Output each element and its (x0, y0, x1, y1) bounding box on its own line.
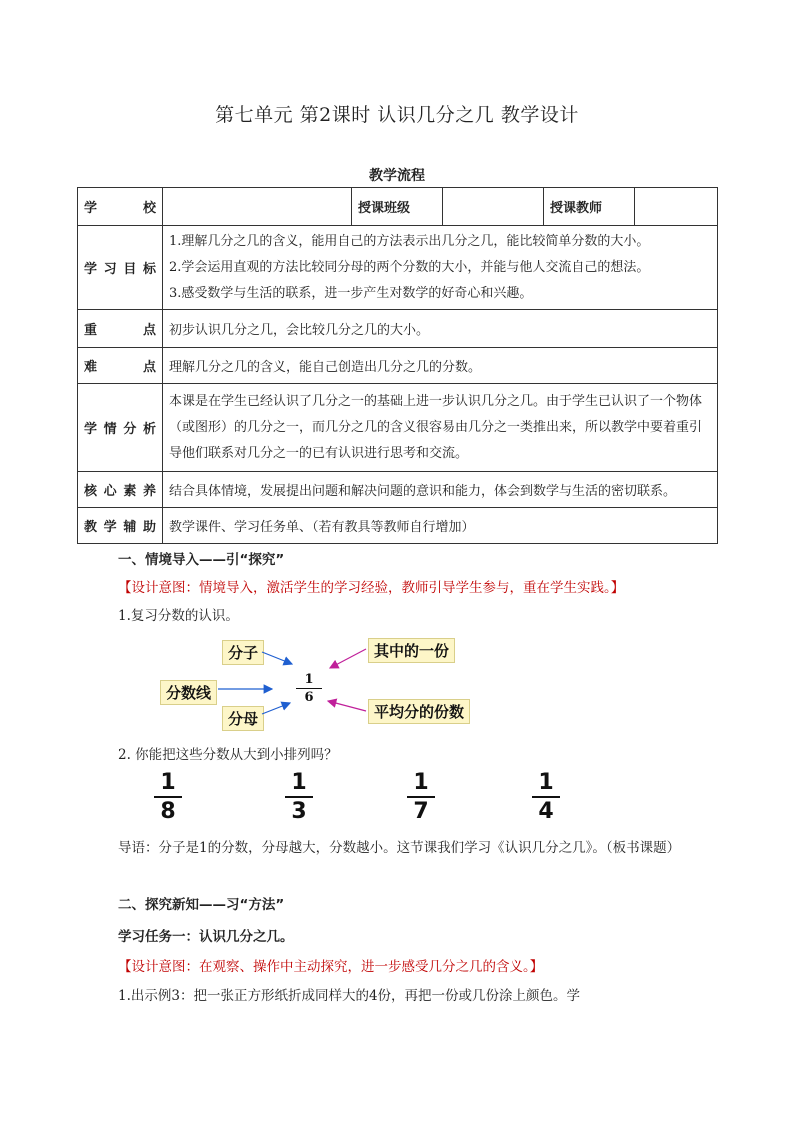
fraction-bar (285, 796, 313, 798)
fraction-bar (407, 796, 435, 798)
analysis-label: 学情分析 (78, 384, 163, 472)
school-label: 学 校 (78, 188, 163, 226)
section2-heading: 二、探究新知——习“方法” (118, 897, 285, 913)
fraction-denominator: 7 (413, 799, 429, 824)
goal-item: 2.学会运用直观的方法比较同分母的两个分数的大小，并能与他人交流自己的想法。 (169, 259, 650, 275)
fraction-item (407, 770, 435, 824)
literacy-label: 核心素养 (78, 472, 163, 508)
example-step: 1.出示例3：把一张正方形纸折成同样大的4份，再把一份或几份涂上颜色。学 (118, 988, 581, 1004)
class-label: 授课班级 (352, 188, 443, 226)
flow-title: 教学流程 (369, 168, 425, 184)
fraction-bar (532, 796, 560, 798)
sample-denominator: 6 (304, 690, 314, 705)
section2-intent: 【设计意图：在观察、操作中主动探究，进一步感受几分之几的含义。】 (118, 959, 544, 975)
page-title: 第七单元 第2课时 认识几分之几 教学设计 (215, 104, 579, 126)
fraction-bar (154, 796, 182, 798)
goal-item: 1.理解几分之几的含义，能用自己的方法表示出几分之几，能比较简单分数的大小。 (169, 233, 650, 249)
denominator-tag: 分母 (222, 706, 264, 731)
goals-label: 学习目标 (78, 226, 163, 310)
section1-heading: 一、情境导入——引“探究” (118, 552, 285, 568)
fraction-numerator: 1 (291, 770, 307, 795)
fraction-item (285, 770, 313, 824)
numerator-arrow (262, 652, 292, 664)
difficult-label: 难 点 (78, 348, 163, 384)
fraction-denominator: 4 (538, 799, 554, 824)
literacy-value: 结合具体情境，发展提出问题和解决问题的意识和能力，体会到数学与生活的密切联系。 (163, 472, 718, 508)
teacher-label: 授课教师 (544, 188, 635, 226)
one-part-tag: 其中的一份 (368, 638, 455, 663)
fraction-item (532, 770, 560, 824)
one-part-arrow (330, 649, 366, 668)
fraction-item (154, 770, 182, 824)
key-value: 初步认识几分之几，会比较几分之几的大小。 (163, 310, 718, 348)
goal-item: 3.感受数学与生活的联系，进一步产生对数学的好奇心和兴趣。 (169, 285, 533, 301)
guide-text: 导语：分子是1的分数，分母越大，分数越小。这节课我们学习《认识几分之几》。（板书课题） (118, 840, 681, 856)
equal-parts-arrow (328, 701, 366, 711)
fraction-numerator: 1 (160, 770, 176, 795)
equal-parts-tag: 平均分的份数 (368, 699, 470, 724)
aids-label: 教学辅助 (78, 508, 163, 544)
aids-value: 教学课件、学习任务单、（若有教具等教师自行增加） (163, 508, 718, 544)
numerator-tag: 分子 (222, 640, 264, 665)
sample-numerator: 1 (304, 672, 314, 687)
fraction-denominator: 3 (291, 799, 307, 824)
difficult-value: 理解几分之几的含义，能自己创造出几分之几的分数。 (163, 348, 718, 384)
task1-heading: 学习任务一：认识几分之几。 (118, 929, 294, 945)
denominator-arrow (262, 703, 290, 714)
ordering-question: 2. 你能把这些分数从大到小排列吗？ (118, 747, 338, 763)
key-label: 重 点 (78, 310, 163, 348)
fraction-numerator: 1 (538, 770, 554, 795)
fraction-numerator: 1 (413, 770, 429, 795)
analysis-value: 本课是在学生已经认识了几分之一的基础上进一步认识几分之几。由于学生已认识了一个物体（或图形）的几分之一，而几分之几的含义很容易由几分之一类推出来，所以教学中要着重引导他们联系对几分之一的已有认识进行思考和交流。 (163, 384, 718, 472)
section1-intent: 【设计意图：情境导入，激活学生的学习经验，教师引导学生参与，重在学生实践。】 (118, 580, 625, 596)
review-text: 1.复习分数的认识。 (118, 608, 239, 624)
fraction-denominator: 8 (160, 799, 176, 824)
fraction-line-tag: 分数线 (160, 680, 217, 705)
